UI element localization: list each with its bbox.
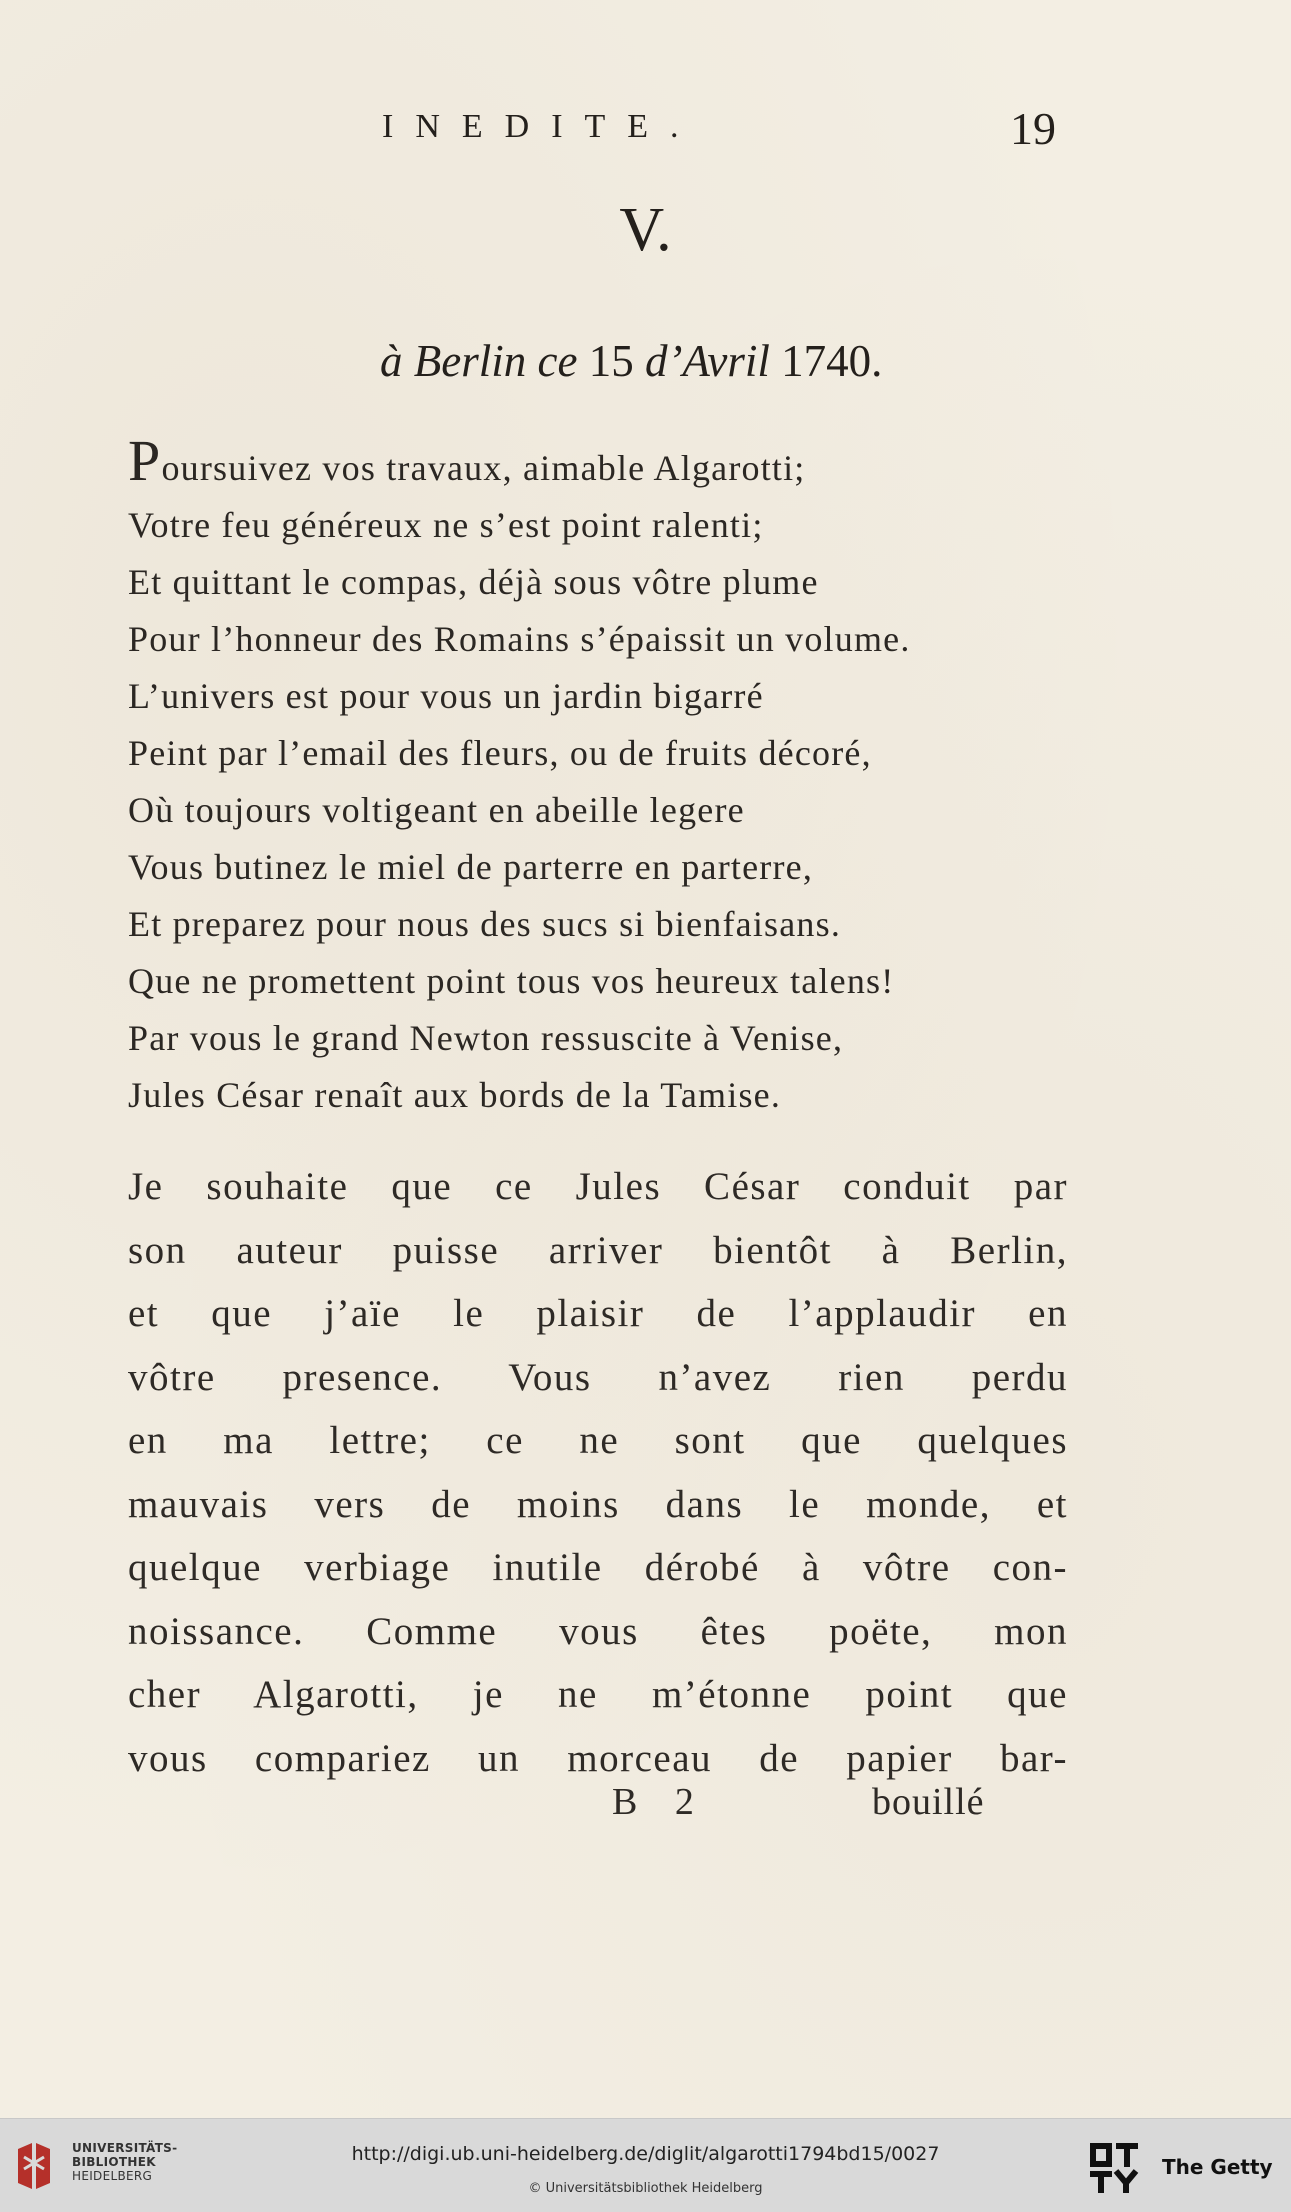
- poem-line: Où toujours voltigeant en abeille legere: [128, 790, 745, 830]
- prose-line: cher Algarotti, je ne m’étonne point que: [128, 1673, 1068, 1716]
- poem-line: Peint par l’email des fleurs, ou de fruits décoré,: [128, 733, 872, 773]
- dateline-place: Berlin: [413, 336, 527, 386]
- poem-line: L’univers est pour vous un jardin bigarré: [128, 676, 764, 716]
- page-number: 19: [1010, 103, 1056, 154]
- poem-line: Pour l’honneur des Romains s’épaissit un volume.: [128, 619, 911, 659]
- prose-line: noissance. Comme vous êtes poëte, mon: [128, 1609, 1068, 1653]
- poem-line: Jules César renaît aux bords de la Tamise.: [128, 1075, 782, 1115]
- prose-line: son auteur puisse arriver bientôt à Berlin,: [128, 1228, 1068, 1272]
- prose-line: et que j’aïe le plaisir de l’applaudir en: [128, 1292, 1068, 1335]
- poem-line: Que ne promettent point tous vos heureux talens!: [128, 961, 895, 1001]
- prose-paragraph: [128, 1155, 1068, 1790]
- dateline-month: d’Avril: [644, 336, 770, 386]
- drop-cap: P: [128, 428, 162, 493]
- signature-line: [0, 1780, 1291, 1840]
- dateline: [380, 335, 882, 387]
- prose-line: en ma lettre; ce ne sont que quelques: [128, 1419, 1068, 1462]
- dateline-prefix: à: [380, 336, 403, 386]
- prose-line: quelque verbiage inutile dérobé à vôtre con-: [128, 1546, 1068, 1589]
- catchword: bouillé: [872, 1781, 985, 1823]
- dateline-ce: ce: [537, 336, 578, 386]
- prose-line: mauvais vers de moins dans le monde, et: [128, 1482, 1068, 1526]
- prose-line: vôtre presence. Vous n’avez rien perdu: [128, 1355, 1068, 1399]
- poem-line: Et preparez pour nous des sucs si bienfaisans.: [128, 904, 842, 944]
- library-name-line: HEIDELBERG: [72, 2169, 153, 2183]
- signature-mark: B 2: [612, 1781, 708, 1823]
- poem-line-text: oursuivez vos travaux, aimable Algarotti;: [161, 448, 806, 488]
- prose-line: vous compariez un morceau de papier bar-: [128, 1736, 1068, 1780]
- running-head-title: INEDITE.: [382, 108, 701, 145]
- poem-line: Et quittant le compas, déjà sous vôtre plume: [128, 562, 819, 602]
- partner-name[interactable]: The Getty: [1162, 2155, 1273, 2179]
- dateline-year: 1740.: [781, 336, 883, 386]
- viewer-footer: [0, 2118, 1291, 2212]
- library-name-line: BIBLIOTHEK: [72, 2155, 156, 2169]
- running-head: [0, 102, 1291, 152]
- getty-logo-icon: [1088, 2141, 1140, 2195]
- letter-number: V.: [619, 196, 672, 264]
- poem-line: [128, 428, 1068, 497]
- poem: [128, 428, 1068, 1124]
- poem-line: Vous butinez le miel de parterre en parterre,: [128, 847, 814, 887]
- library-name-line: UNIVERSITÄTS-: [72, 2141, 178, 2155]
- dateline-day: 15: [588, 336, 634, 386]
- poem-line: Votre feu généreux ne s’est point ralenti;: [128, 505, 764, 545]
- copyright-notice: © Universitätsbibliothek Heidelberg: [528, 2181, 763, 2196]
- permalink-url[interactable]: http://digi.ub.uni-heidelberg.de/diglit/algarotti1794bd15/0027: [351, 2143, 940, 2165]
- prose-line: Je souhaite que ce Jules César conduit par: [128, 1165, 1068, 1208]
- poem-line: Par vous le grand Newton ressuscite à Venise,: [128, 1018, 844, 1058]
